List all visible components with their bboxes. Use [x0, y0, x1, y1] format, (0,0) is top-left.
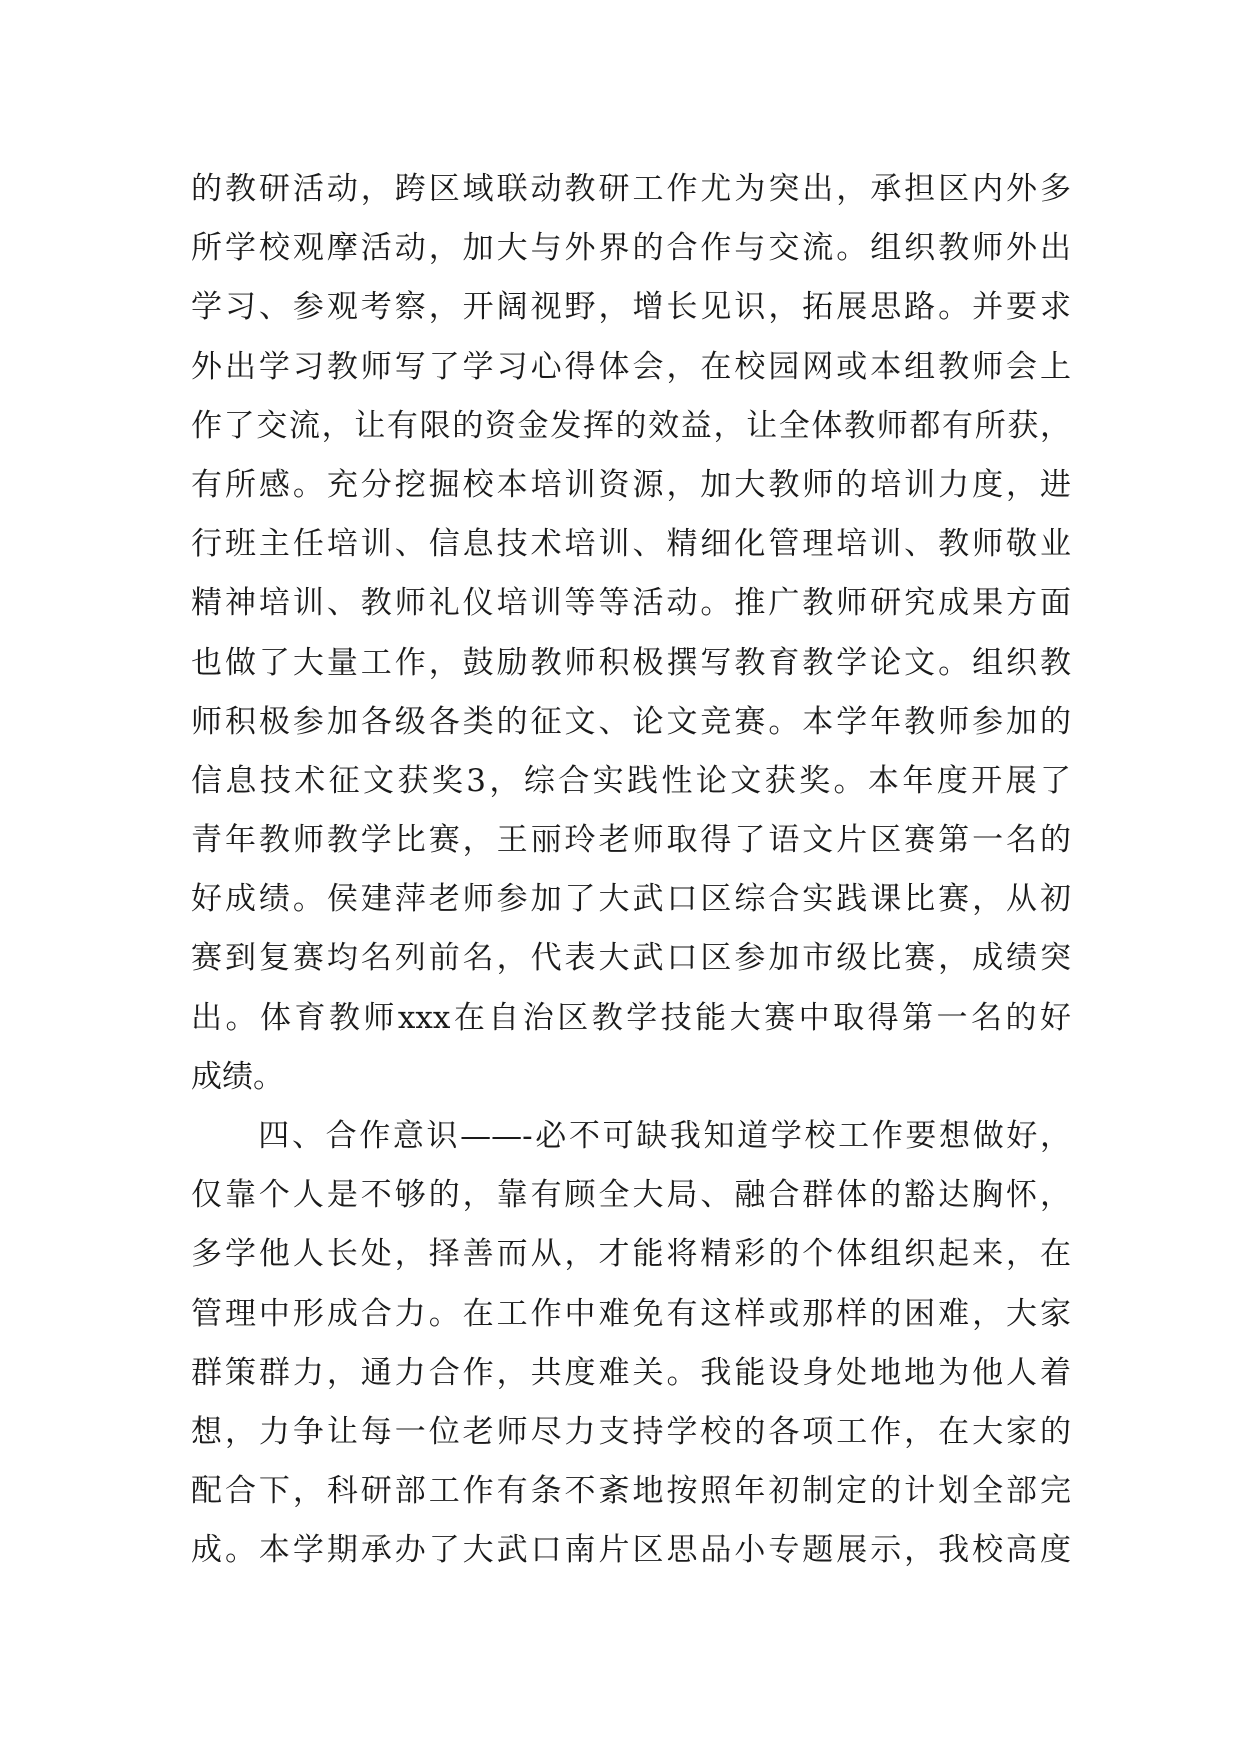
text-line: 出。体育教师xxx在自治区教学技能大赛中取得第一名的好	[191, 999, 1071, 1036]
text-line: 的教研活动，跨区域联动教研工作尤为突出，承担区内外多	[191, 171, 1071, 207]
text-line: 所学校观摩活动，加大与外界的合作与交流。组织教师外出	[191, 230, 1071, 267]
text-line: 青年教师教学比赛，王丽玲老师取得了语文片区赛第一名的	[191, 822, 1071, 859]
text-line: 作了交流，让有限的资金发挥的效益，让全体教师都有所获，	[191, 407, 1071, 444]
text-line: 行班主任培训、信息技术培训、精细化管理培训、教师敬业	[191, 526, 1071, 563]
text-line: 好成绩。侯建萍老师参加了大武口区综合实践课比赛，从初	[191, 881, 1071, 918]
text-line: 外出学习教师写了学习心得体会，在校园网或本组教师会上	[191, 348, 1071, 385]
text-line: 也做了大量工作，鼓励教师积极撰写教育教学论文。组织教	[191, 644, 1071, 681]
body-text	[191, 160, 1071, 1581]
text-line: 仅靠个人是不够的，靠有顾全大局、融合群体的豁达胸怀，	[191, 1177, 1071, 1214]
text-line: 赛到复赛均名列前名，代表大武口区参加市级比赛，成绩突	[191, 940, 1071, 977]
text-line: 配合下，科研部工作有条不紊地按照年初制定的计划全部完	[191, 1473, 1071, 1510]
text-line: 成绩。	[191, 1058, 284, 1095]
text-line: 群策群力，通力合作，共度难关。我能设身处地地为他人着	[191, 1354, 1071, 1391]
text-line: 成。本学期承办了大武口南片区思品小专题展示，我校高度	[191, 1532, 1071, 1569]
text-line: 多学他人长处，择善而从，才能将精彩的个体组织起来，在	[191, 1236, 1071, 1273]
text-line: 想，力争让每一位老师尽力支持学校的各项工作，在大家的	[191, 1413, 1071, 1450]
text-line: 师积极参加各级各类的征文、论文竞赛。本学年教师参加的	[191, 703, 1071, 740]
text-line: 精神培训、教师礼仪培训等等活动。推广教师研究成果方面	[191, 585, 1071, 622]
text-line: 有所感。充分挖掘校本培训资源，加大教师的培训力度，进	[191, 466, 1071, 503]
text-line: 管理中形成合力。在工作中难免有这样或那样的困难，大家	[191, 1295, 1071, 1332]
text-line: 信息技术征文获奖3，综合实践性论文获奖。本年度开展了	[191, 762, 1071, 799]
text-line: 四、合作意识——-必不可缺我知道学校工作要想做好，	[191, 1118, 1071, 1154]
text-line: 学习、参观考察，开阔视野，增长见识，拓展思路。并要求	[191, 289, 1071, 326]
